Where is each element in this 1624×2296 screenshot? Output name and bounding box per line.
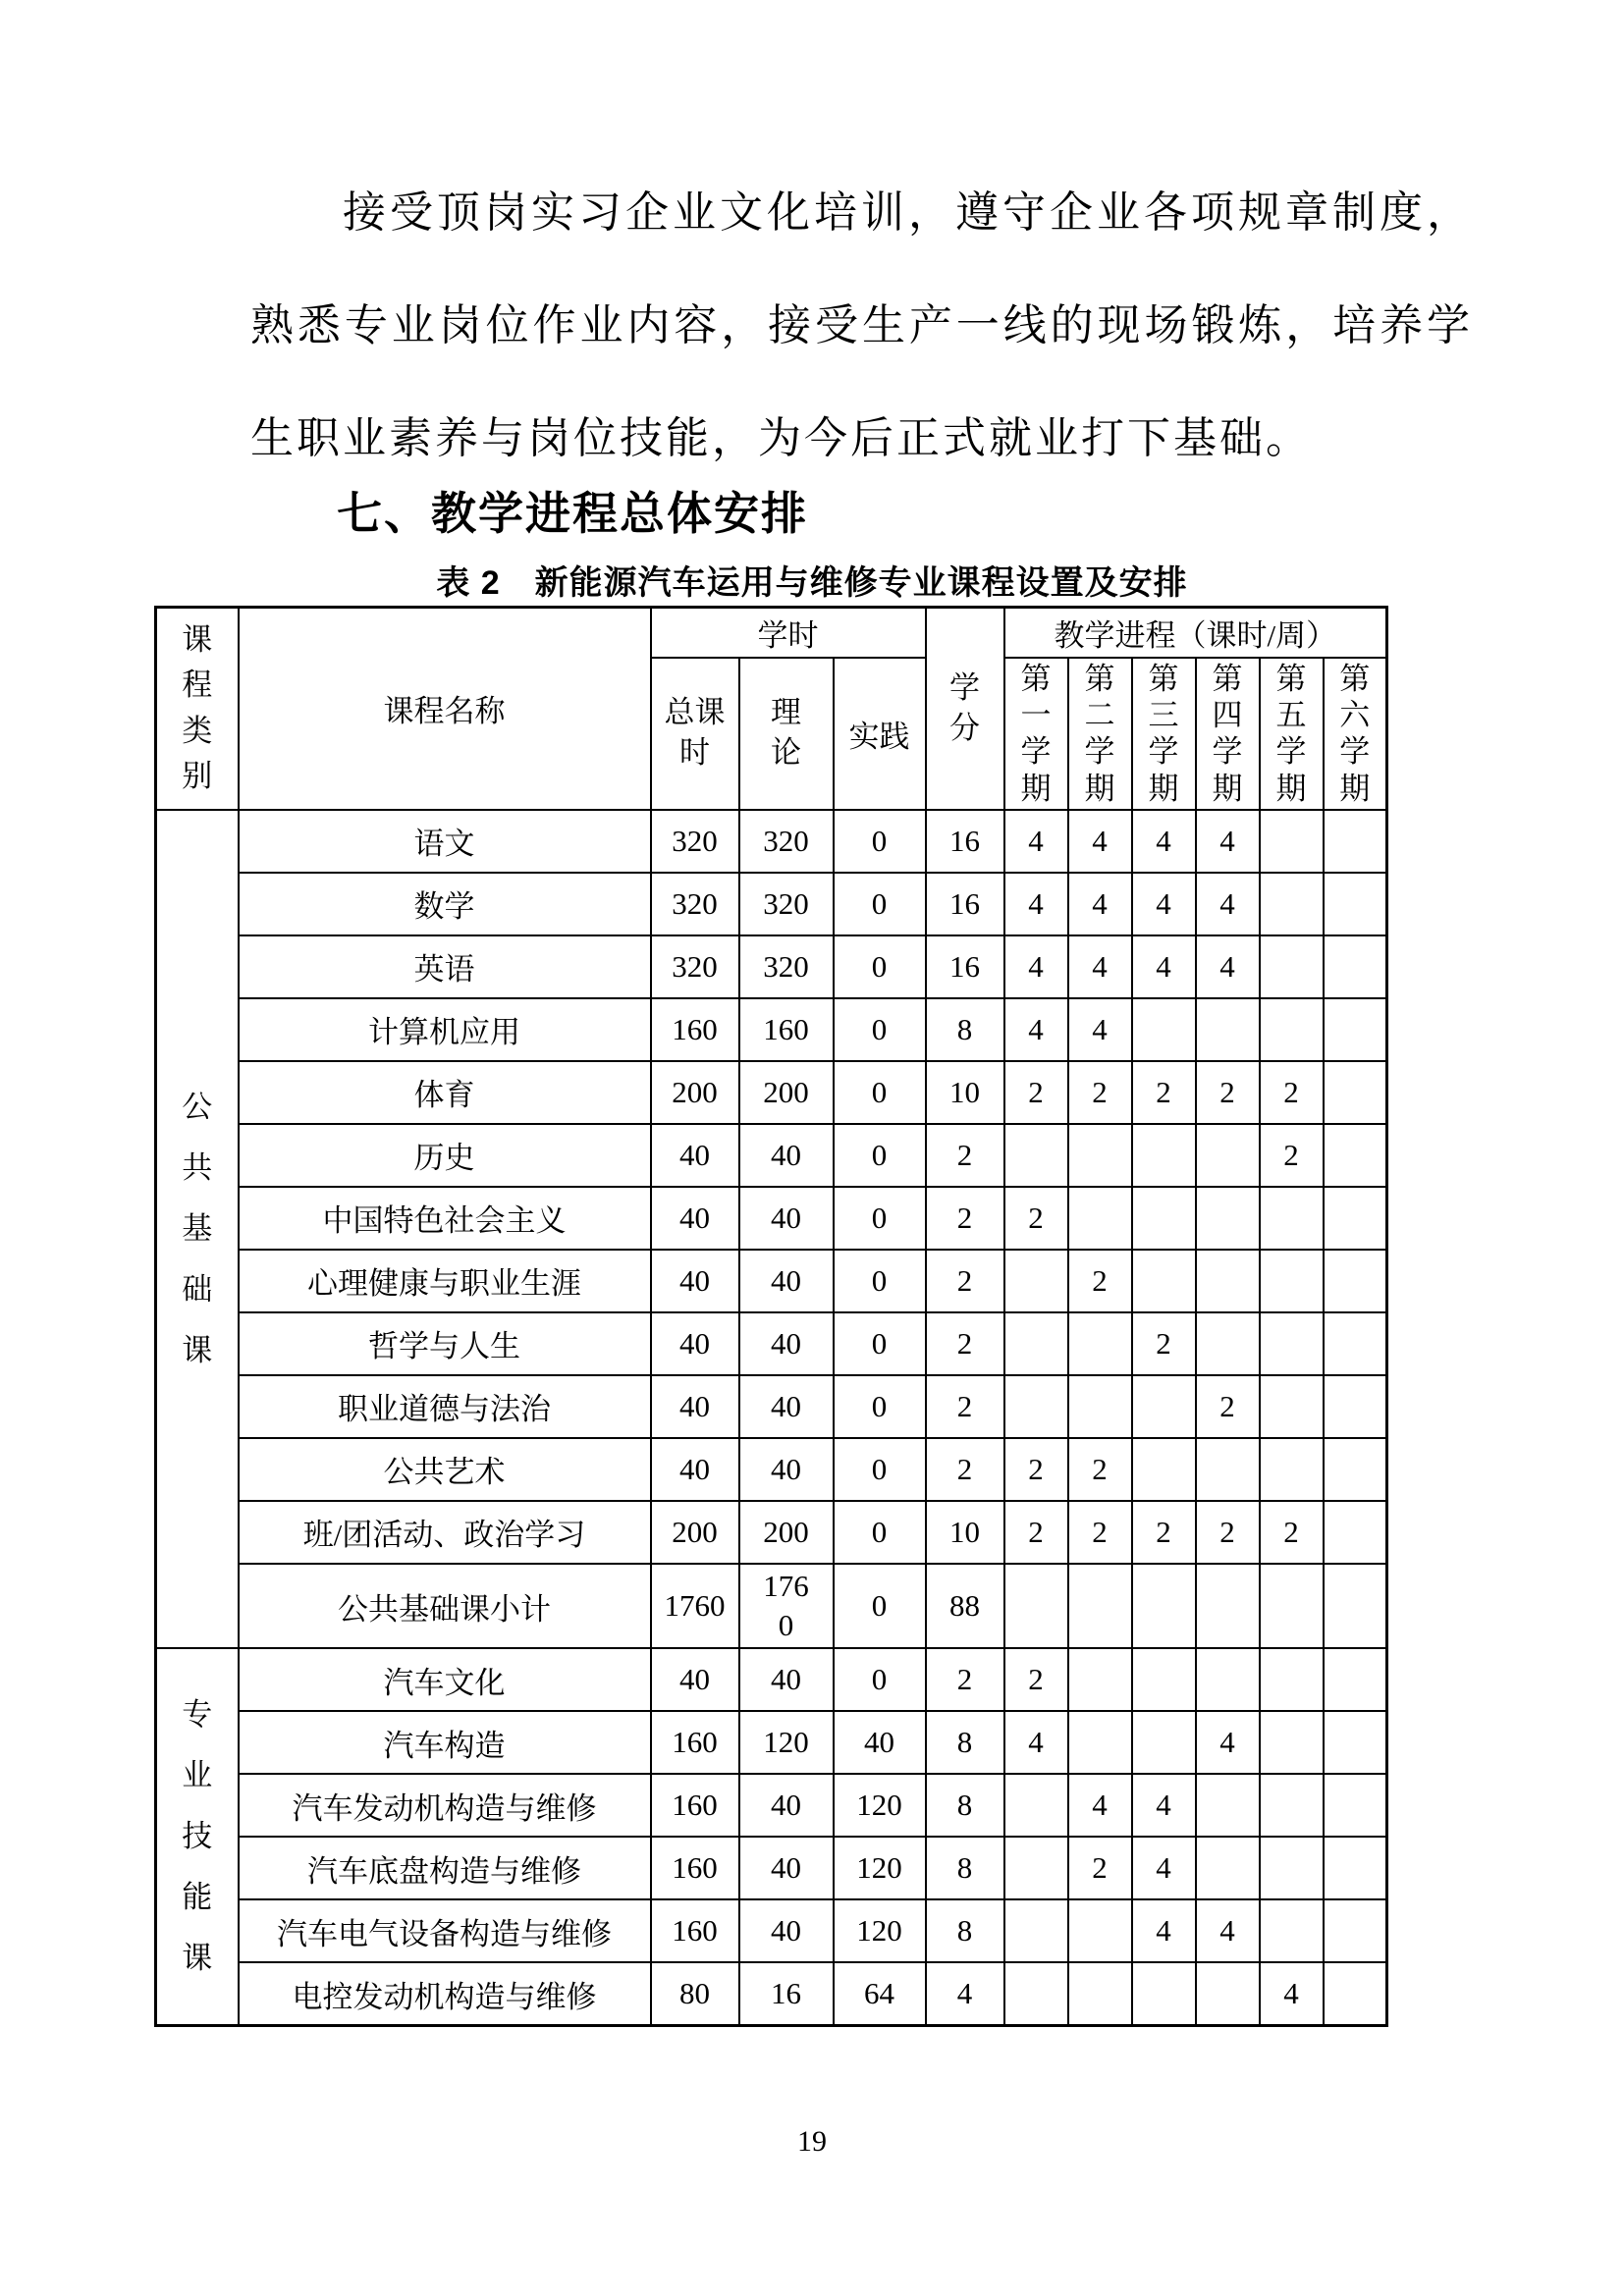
cell-semester: 2	[1132, 1312, 1196, 1375]
cell-credits: 8	[926, 1899, 1004, 1962]
cell-total-hours: 40	[651, 1648, 739, 1711]
cell-semester	[1260, 1899, 1324, 1962]
cell-semester: 2	[1068, 1438, 1132, 1501]
cell-semester	[1132, 1711, 1196, 1774]
cell-credits: 8	[926, 1774, 1004, 1837]
cell-semester	[1260, 1187, 1324, 1250]
cell-semester	[1004, 1564, 1068, 1649]
cell-total-hours: 80	[651, 1962, 739, 2025]
cell-theory: 40	[739, 1438, 834, 1501]
cell-semester	[1068, 1711, 1132, 1774]
cell-semester	[1068, 1124, 1132, 1187]
cell-semester: 4	[1260, 1962, 1324, 2025]
table-row	[156, 1837, 1387, 1899]
cell-practice: 0	[834, 810, 926, 873]
cell-semester: 4	[1132, 935, 1196, 998]
cell-semester	[1260, 810, 1324, 873]
cell-practice: 0	[834, 1564, 926, 1649]
cell-semester: 4	[1004, 810, 1068, 873]
cell-credits: 88	[926, 1564, 1004, 1649]
cell-semester: 4	[1132, 1899, 1196, 1962]
cell-semester: 4	[1068, 998, 1132, 1061]
course-schedule-table	[154, 606, 1388, 2027]
table-row	[156, 1124, 1387, 1187]
cell-semester	[1324, 1711, 1387, 1774]
cell-theory: 1760	[739, 1564, 834, 1649]
cell-semester	[1324, 935, 1387, 998]
table-body	[156, 810, 1387, 2026]
table-header	[156, 608, 1387, 810]
cell-credits: 2	[926, 1312, 1004, 1375]
table-row	[156, 1312, 1387, 1375]
cell-semester	[1260, 1711, 1324, 1774]
cell-course-name: 英语	[239, 935, 651, 998]
cell-semester: 4	[1132, 1837, 1196, 1899]
cell-course-name: 汽车构造	[239, 1711, 651, 1774]
cell-credits: 2	[926, 1648, 1004, 1711]
cell-practice: 40	[834, 1711, 926, 1774]
cell-total-hours: 40	[651, 1187, 739, 1250]
cell-semester: 2	[1196, 1061, 1260, 1124]
cell-semester	[1068, 1899, 1132, 1962]
cell-semester	[1068, 1648, 1132, 1711]
cell-course-name: 公共基础课小计	[239, 1564, 651, 1649]
cell-course-name: 汽车电气设备构造与维修	[239, 1899, 651, 1962]
cell-credits: 2	[926, 1375, 1004, 1438]
cell-semester	[1068, 1564, 1132, 1649]
cell-practice: 0	[834, 873, 926, 935]
cell-semester	[1324, 1962, 1387, 2025]
header-progress-group: 教学进程（课时/周）	[1004, 608, 1387, 659]
cell-semester	[1068, 1375, 1132, 1438]
table-row	[156, 1250, 1387, 1312]
cell-practice: 120	[834, 1899, 926, 1962]
header-category: 课程类别	[156, 608, 239, 810]
table-row	[156, 1564, 1387, 1649]
cell-semester	[1324, 1438, 1387, 1501]
cell-semester: 4	[1196, 810, 1260, 873]
cell-semester: 2	[1068, 1061, 1132, 1124]
cell-practice: 0	[834, 1250, 926, 1312]
cell-total-hours: 320	[651, 873, 739, 935]
section-heading: 七、教学进程总体安排	[337, 488, 808, 539]
cell-semester	[1004, 1774, 1068, 1837]
header-total-hours: 总课时	[651, 658, 739, 810]
cell-credits: 2	[926, 1250, 1004, 1312]
cell-semester	[1132, 1250, 1196, 1312]
cell-semester: 2	[1004, 1501, 1068, 1564]
cell-theory: 320	[739, 873, 834, 935]
table-row	[156, 935, 1387, 998]
cell-semester	[1196, 1187, 1260, 1250]
cell-course-name: 中国特色社会主义	[239, 1187, 651, 1250]
cell-semester: 4	[1068, 1774, 1132, 1837]
cell-total-hours: 40	[651, 1124, 739, 1187]
cell-semester	[1324, 1061, 1387, 1124]
cell-semester	[1324, 1312, 1387, 1375]
cell-course-name: 历史	[239, 1124, 651, 1187]
cell-semester	[1132, 1564, 1196, 1649]
cell-theory: 320	[739, 935, 834, 998]
cell-total-hours: 160	[651, 1837, 739, 1899]
cell-practice: 120	[834, 1774, 926, 1837]
cell-semester	[1260, 935, 1324, 998]
header-semester: 第三学期	[1132, 658, 1196, 810]
cell-theory: 16	[739, 1962, 834, 2025]
cell-semester	[1196, 1648, 1260, 1711]
cell-semester	[1068, 1312, 1132, 1375]
cell-semester	[1196, 1962, 1260, 2025]
cell-credits: 10	[926, 1501, 1004, 1564]
cell-course-name: 计算机应用	[239, 998, 651, 1061]
cell-practice: 64	[834, 1962, 926, 2025]
table-row	[156, 1187, 1387, 1250]
cell-semester	[1196, 1837, 1260, 1899]
cell-semester	[1260, 1837, 1324, 1899]
table-row	[156, 810, 1387, 873]
cell-semester	[1260, 1438, 1324, 1501]
cell-course-name: 汽车发动机构造与维修	[239, 1774, 651, 1837]
cell-semester	[1132, 998, 1196, 1061]
page-number: 19	[797, 2125, 827, 2158]
category-cell: 公共基础课	[156, 810, 239, 1649]
cell-semester	[1260, 1312, 1324, 1375]
cell-practice: 0	[834, 1187, 926, 1250]
cell-total-hours: 320	[651, 935, 739, 998]
table-row	[156, 1774, 1387, 1837]
cell-credits: 2	[926, 1124, 1004, 1187]
cell-semester	[1004, 1375, 1068, 1438]
cell-theory: 160	[739, 998, 834, 1061]
cell-total-hours: 160	[651, 1774, 739, 1837]
cell-semester	[1132, 1438, 1196, 1501]
cell-credits: 16	[926, 810, 1004, 873]
cell-semester	[1260, 1774, 1324, 1837]
cell-semester: 2	[1004, 1061, 1068, 1124]
cell-course-name: 职业道德与法治	[239, 1375, 651, 1438]
cell-semester: 2	[1004, 1438, 1068, 1501]
cell-semester	[1004, 1312, 1068, 1375]
cell-course-name: 语文	[239, 810, 651, 873]
table-row	[156, 1962, 1387, 2025]
cell-theory: 40	[739, 1837, 834, 1899]
body-paragraph: 接受顶岗实习企业文化培训，遵守企业各项规章制度，熟悉专业岗位作业内容，接受生产一线的现场锻炼，培养学生职业素养与岗位技能，为今后正式就业打下基础。	[250, 188, 1473, 462]
table-row	[156, 1711, 1387, 1774]
cell-semester	[1324, 1187, 1387, 1250]
cell-semester	[1196, 1124, 1260, 1187]
cell-semester: 2	[1260, 1501, 1324, 1564]
cell-semester	[1004, 1837, 1068, 1899]
cell-credits: 8	[926, 1711, 1004, 1774]
cell-practice: 0	[834, 1312, 926, 1375]
cell-practice: 0	[834, 1061, 926, 1124]
cell-semester: 2	[1260, 1124, 1324, 1187]
cell-semester	[1004, 1899, 1068, 1962]
cell-semester: 4	[1132, 810, 1196, 873]
cell-theory: 40	[739, 1774, 834, 1837]
cell-semester	[1260, 1375, 1324, 1438]
header-semester: 第五学期	[1260, 658, 1324, 810]
cell-semester	[1260, 1564, 1324, 1649]
cell-total-hours: 160	[651, 1899, 739, 1962]
cell-total-hours: 40	[651, 1438, 739, 1501]
table-row	[156, 1899, 1387, 1962]
cell-semester: 4	[1068, 935, 1132, 998]
table-caption: 表 2 新能源汽车运用与维修专业课程设置及安排	[436, 564, 1188, 602]
cell-semester	[1068, 1962, 1132, 2025]
cell-course-name: 班/团活动、政治学习	[239, 1501, 651, 1564]
cell-practice: 0	[834, 1648, 926, 1711]
cell-practice: 0	[834, 1124, 926, 1187]
cell-total-hours: 320	[651, 810, 739, 873]
cell-theory: 40	[739, 1648, 834, 1711]
header-credits: 学分	[926, 608, 1004, 810]
cell-credits: 2	[926, 1187, 1004, 1250]
cell-theory: 40	[739, 1312, 834, 1375]
cell-theory: 40	[739, 1375, 834, 1438]
cell-semester	[1324, 1501, 1387, 1564]
cell-semester: 2	[1068, 1250, 1132, 1312]
cell-theory: 320	[739, 810, 834, 873]
cell-semester: 2	[1004, 1187, 1068, 1250]
header-course-name: 课程名称	[239, 608, 651, 810]
cell-semester	[1324, 998, 1387, 1061]
cell-semester	[1324, 1124, 1387, 1187]
table-row	[156, 1501, 1387, 1564]
header-semester: 第四学期	[1196, 658, 1260, 810]
cell-course-name: 体育	[239, 1061, 651, 1124]
cell-semester	[1260, 1648, 1324, 1711]
cell-semester: 2	[1132, 1501, 1196, 1564]
cell-semester: 2	[1068, 1837, 1132, 1899]
cell-semester	[1324, 1250, 1387, 1312]
cell-semester	[1260, 998, 1324, 1061]
cell-semester: 4	[1132, 1774, 1196, 1837]
cell-semester	[1324, 1564, 1387, 1649]
cell-total-hours: 40	[651, 1250, 739, 1312]
table-row	[156, 998, 1387, 1061]
cell-semester	[1324, 873, 1387, 935]
cell-semester: 2	[1196, 1501, 1260, 1564]
cell-semester: 2	[1068, 1501, 1132, 1564]
cell-semester: 4	[1068, 810, 1132, 873]
cell-course-name: 汽车底盘构造与维修	[239, 1837, 651, 1899]
cell-semester: 2	[1196, 1375, 1260, 1438]
table-row	[156, 1061, 1387, 1124]
cell-course-name: 数学	[239, 873, 651, 935]
header-practice: 实践	[834, 658, 926, 810]
cell-theory: 40	[739, 1187, 834, 1250]
cell-semester: 2	[1132, 1061, 1196, 1124]
cell-credits: 8	[926, 1837, 1004, 1899]
cell-semester	[1196, 998, 1260, 1061]
table-row	[156, 1375, 1387, 1438]
cell-total-hours: 40	[651, 1312, 739, 1375]
cell-total-hours: 160	[651, 998, 739, 1061]
cell-credits: 10	[926, 1061, 1004, 1124]
cell-semester	[1260, 1250, 1324, 1312]
cell-semester: 4	[1196, 935, 1260, 998]
table-row	[156, 1648, 1387, 1711]
cell-semester	[1004, 1124, 1068, 1187]
cell-practice: 0	[834, 1375, 926, 1438]
cell-course-name: 汽车文化	[239, 1648, 651, 1711]
cell-semester	[1196, 1250, 1260, 1312]
cell-semester	[1324, 1837, 1387, 1899]
cell-total-hours: 200	[651, 1501, 739, 1564]
cell-practice: 120	[834, 1837, 926, 1899]
cell-theory: 40	[739, 1124, 834, 1187]
cell-credits: 8	[926, 998, 1004, 1061]
cell-credits: 4	[926, 1962, 1004, 2025]
cell-semester: 4	[1004, 1711, 1068, 1774]
header-row-groups	[156, 608, 1387, 659]
cell-semester	[1324, 1648, 1387, 1711]
cell-theory: 40	[739, 1899, 834, 1962]
cell-semester: 4	[1068, 873, 1132, 935]
cell-practice: 0	[834, 1501, 926, 1564]
cell-semester: 2	[1004, 1648, 1068, 1711]
category-cell: 专业技能课	[156, 1648, 239, 2025]
cell-semester	[1132, 1375, 1196, 1438]
cell-semester	[1004, 1250, 1068, 1312]
cell-theory: 200	[739, 1061, 834, 1124]
cell-semester	[1260, 873, 1324, 935]
cell-practice: 0	[834, 998, 926, 1061]
table-row	[156, 873, 1387, 935]
header-theory: 理论	[739, 658, 834, 810]
cell-semester	[1132, 1648, 1196, 1711]
cell-semester	[1132, 1962, 1196, 2025]
cell-semester	[1196, 1438, 1260, 1501]
cell-semester: 4	[1196, 1711, 1260, 1774]
cell-course-name: 电控发动机构造与维修	[239, 1962, 651, 2025]
header-hours-group: 学时	[651, 608, 926, 659]
cell-total-hours: 200	[651, 1061, 739, 1124]
cell-theory: 40	[739, 1250, 834, 1312]
cell-semester: 2	[1260, 1061, 1324, 1124]
cell-semester	[1324, 1774, 1387, 1837]
cell-credits: 16	[926, 873, 1004, 935]
cell-semester: 4	[1196, 1899, 1260, 1962]
cell-semester: 4	[1004, 998, 1068, 1061]
cell-course-name: 哲学与人生	[239, 1312, 651, 1375]
header-semester: 第二学期	[1068, 658, 1132, 810]
cell-semester: 4	[1196, 873, 1260, 935]
cell-credits: 16	[926, 935, 1004, 998]
cell-total-hours: 40	[651, 1375, 739, 1438]
cell-course-name: 心理健康与职业生涯	[239, 1250, 651, 1312]
cell-semester	[1196, 1564, 1260, 1649]
cell-total-hours: 1760	[651, 1564, 739, 1649]
cell-practice: 0	[834, 1438, 926, 1501]
cell-semester	[1132, 1187, 1196, 1250]
header-semester: 第一学期	[1004, 658, 1068, 810]
cell-theory: 200	[739, 1501, 834, 1564]
cell-semester: 4	[1004, 935, 1068, 998]
cell-semester	[1004, 1962, 1068, 2025]
cell-semester	[1324, 1899, 1387, 1962]
cell-semester: 4	[1132, 873, 1196, 935]
cell-total-hours: 160	[651, 1711, 739, 1774]
cell-semester	[1196, 1312, 1260, 1375]
cell-semester: 4	[1004, 873, 1068, 935]
cell-semester	[1324, 810, 1387, 873]
cell-practice: 0	[834, 935, 926, 998]
cell-theory: 120	[739, 1711, 834, 1774]
table-row	[156, 1438, 1387, 1501]
cell-course-name: 公共艺术	[239, 1438, 651, 1501]
cell-credits: 2	[926, 1438, 1004, 1501]
cell-semester	[1196, 1774, 1260, 1837]
cell-semester	[1132, 1124, 1196, 1187]
cell-semester	[1324, 1375, 1387, 1438]
cell-semester	[1068, 1187, 1132, 1250]
header-semester: 第六学期	[1324, 658, 1387, 810]
